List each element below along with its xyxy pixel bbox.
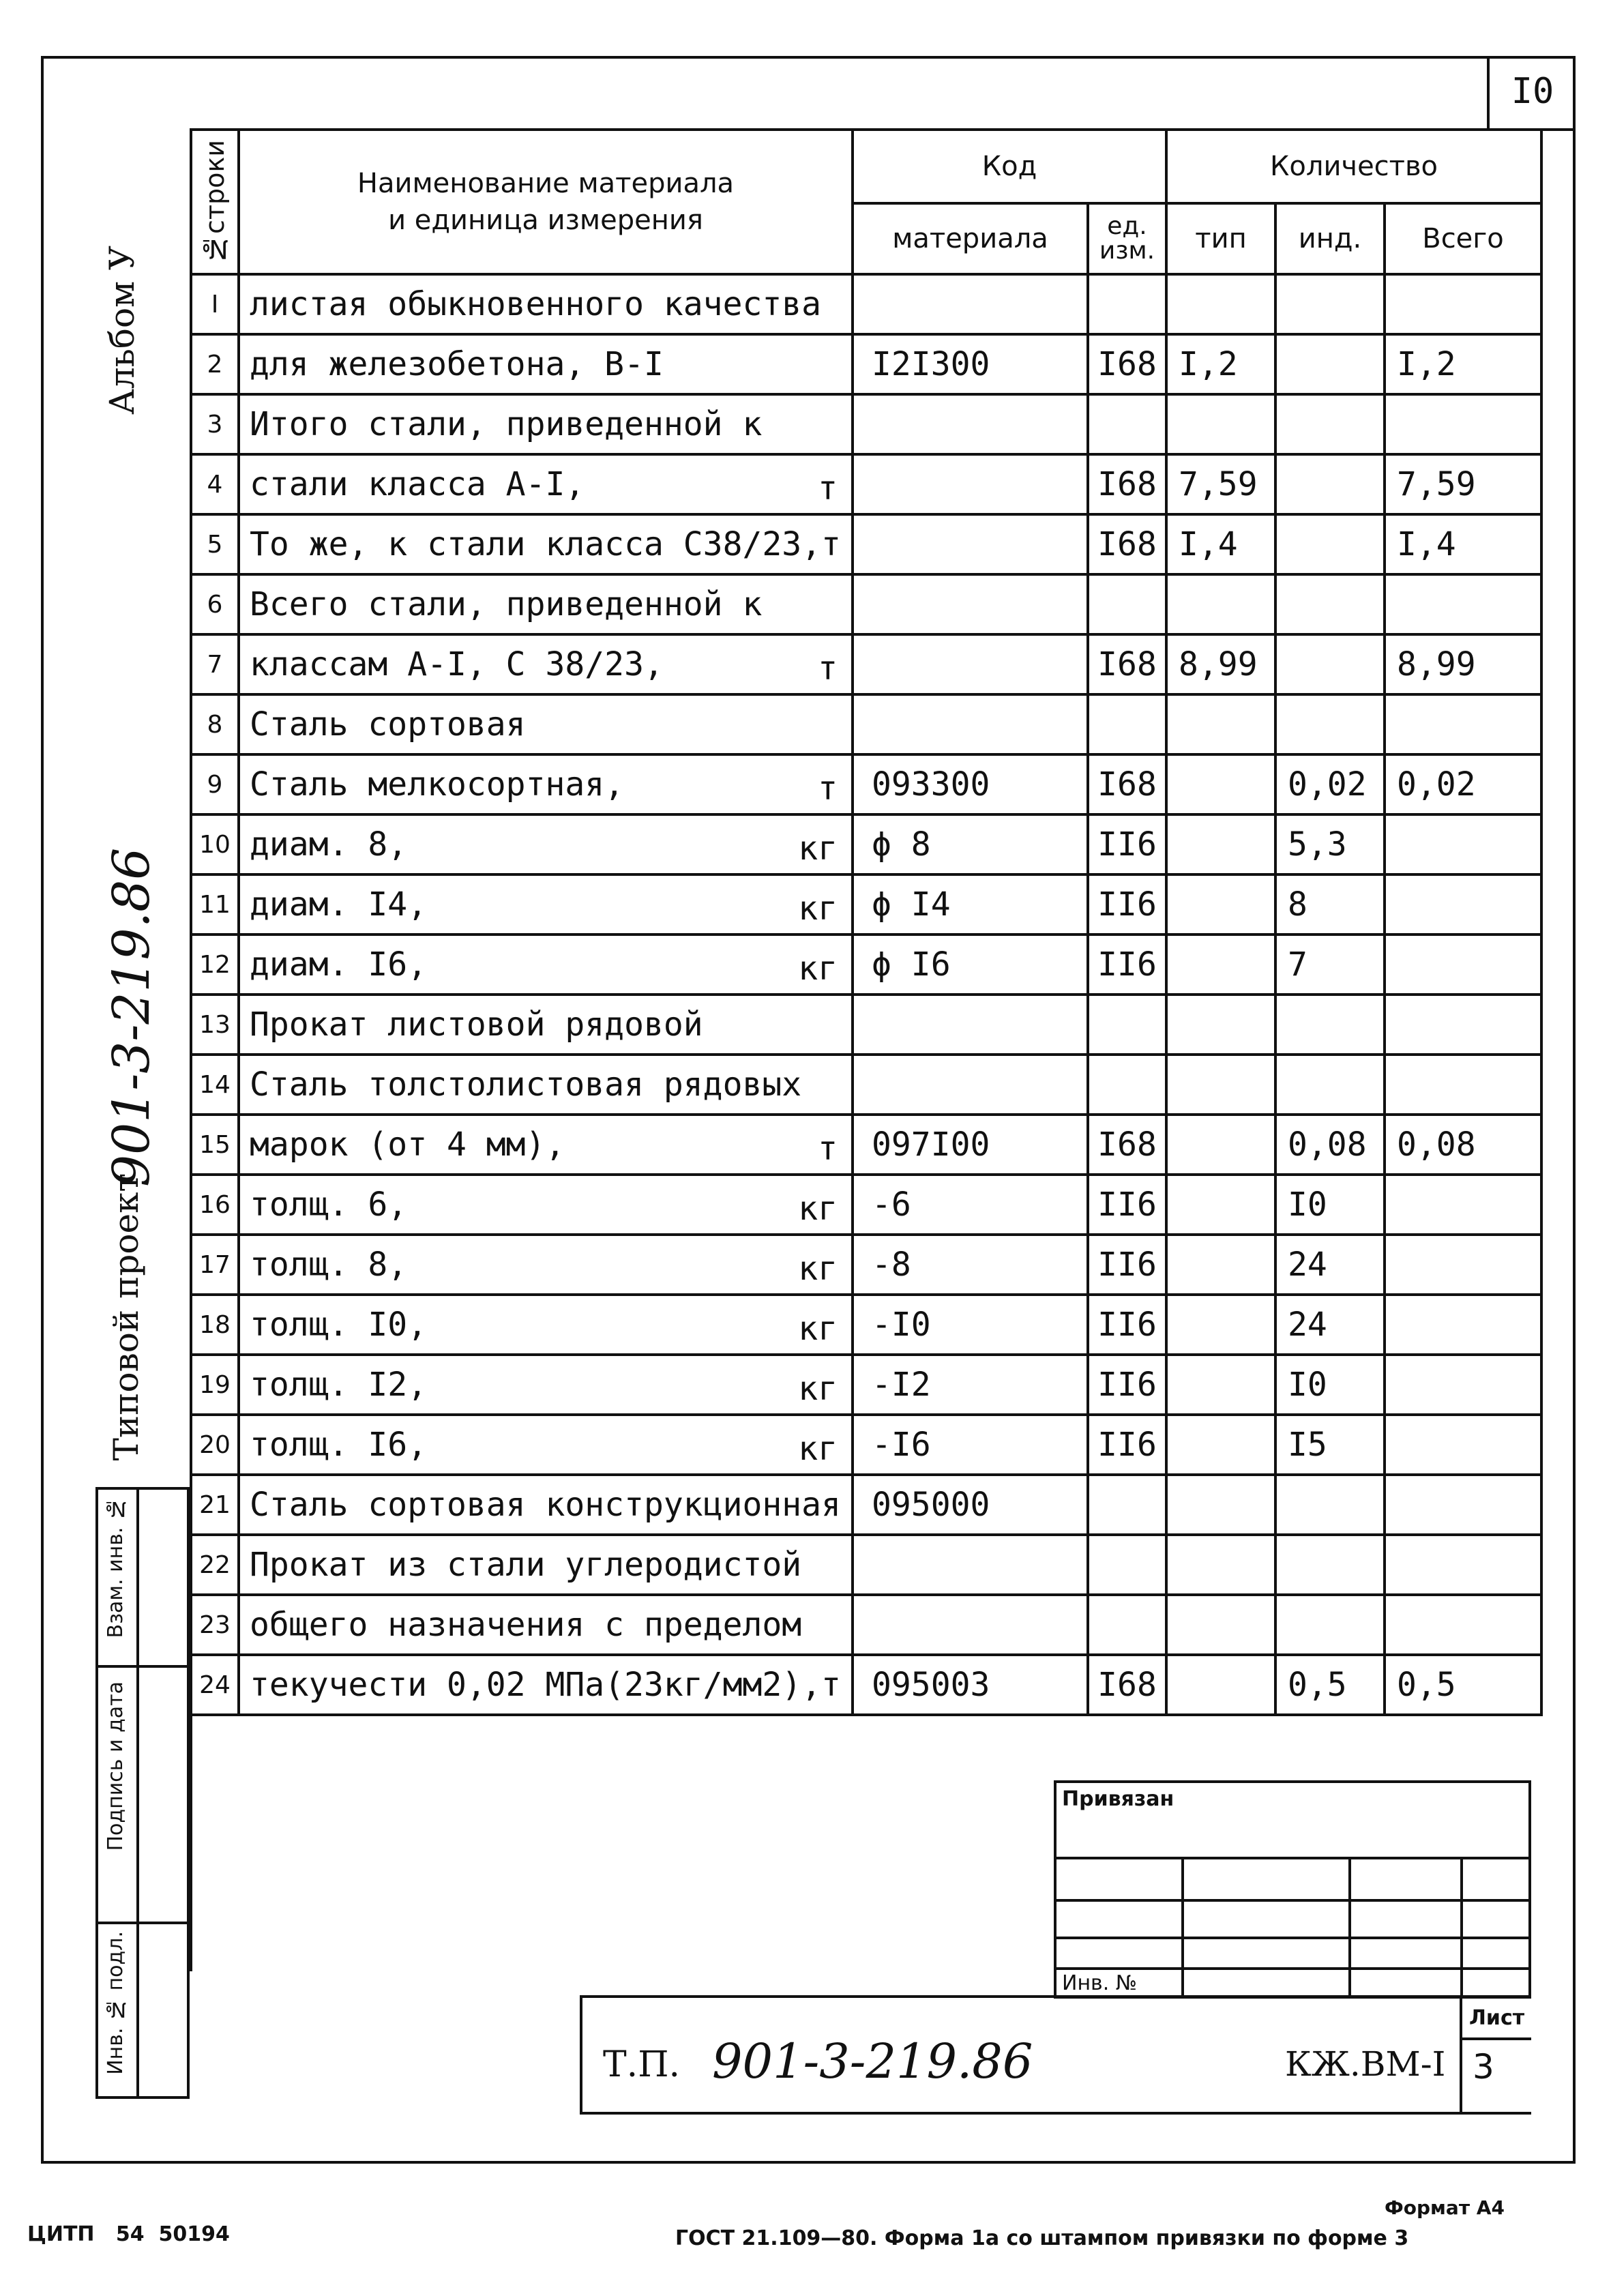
table-row xyxy=(191,934,1541,995)
material-code: 097I00 xyxy=(853,1115,1088,1175)
material-code: -6 xyxy=(853,1175,1088,1235)
table-row xyxy=(191,754,1541,814)
header-code-unit: ед. изм. xyxy=(1088,203,1166,274)
qty-ind xyxy=(1275,1595,1385,1655)
qty-total xyxy=(1385,1355,1541,1415)
material-name xyxy=(239,1355,853,1415)
document-code: КЖ.ВМ-I xyxy=(1285,2044,1446,2084)
unit-code xyxy=(1088,394,1166,454)
row-number: 21 xyxy=(191,1475,239,1535)
material-name-text: листая обыкновенного качества xyxy=(250,285,822,323)
qty-type xyxy=(1166,874,1275,934)
material-name xyxy=(239,574,853,634)
row-number: 2 xyxy=(191,334,239,394)
qty-total xyxy=(1385,1175,1541,1235)
material-unit: т xyxy=(818,769,838,808)
material-name-text: толщ. 6, xyxy=(250,1186,408,1224)
row-number: 3 xyxy=(191,394,239,454)
material-name xyxy=(239,754,853,814)
material-name xyxy=(239,814,853,874)
side-box-signature xyxy=(95,1665,190,1924)
material-name xyxy=(239,634,853,694)
binding-stamp-label: Привязан xyxy=(1062,1787,1174,1811)
material-name-text: толщ. I0, xyxy=(250,1306,428,1344)
qty-total xyxy=(1385,1295,1541,1355)
qty-total xyxy=(1385,1415,1541,1475)
material-code xyxy=(853,1595,1088,1655)
qty-ind: I5 xyxy=(1275,1415,1385,1475)
material-code: 093300 xyxy=(853,754,1088,814)
qty-type xyxy=(1166,1235,1275,1295)
unit-code: I68 xyxy=(1088,1115,1166,1175)
qty-type xyxy=(1166,694,1275,754)
material-name xyxy=(239,1535,853,1595)
qty-ind xyxy=(1275,334,1385,394)
table-row xyxy=(191,1535,1541,1595)
title-block xyxy=(580,1995,1531,2115)
header-row-no: №строки xyxy=(191,130,239,274)
qty-type xyxy=(1166,574,1275,634)
table-row xyxy=(191,874,1541,934)
table-row xyxy=(191,814,1541,874)
header-code: Код xyxy=(853,130,1166,203)
qty-ind xyxy=(1275,574,1385,634)
material-name-text: Итого стали, приведенной к xyxy=(250,405,763,443)
qty-total: 8,99 xyxy=(1385,634,1541,694)
material-name xyxy=(239,514,853,574)
material-code xyxy=(853,394,1088,454)
table-row xyxy=(191,1355,1541,1415)
material-code xyxy=(853,995,1088,1055)
row-number: 18 xyxy=(191,1295,239,1355)
material-unit: кг xyxy=(798,1190,838,1228)
table-row xyxy=(191,274,1541,334)
qty-type xyxy=(1166,1415,1275,1475)
qty-total xyxy=(1385,995,1541,1055)
row-number: 24 xyxy=(191,1655,239,1715)
vzam-inv-label: Взам. инв. № xyxy=(104,1497,128,1638)
material-name xyxy=(239,1295,853,1355)
material-code xyxy=(853,574,1088,634)
qty-ind: 5,3 xyxy=(1275,814,1385,874)
table-row xyxy=(191,1115,1541,1175)
material-unit: т xyxy=(818,1130,838,1168)
material-name xyxy=(239,1055,853,1115)
row-number: 16 xyxy=(191,1175,239,1235)
tp-prefix: Т.П. xyxy=(603,2044,681,2085)
unit-code xyxy=(1088,274,1166,334)
qty-ind: 0,5 xyxy=(1275,1655,1385,1715)
material-unit: т xyxy=(818,649,838,688)
material-unit: кг xyxy=(798,889,838,928)
table-row xyxy=(191,1415,1541,1475)
row-number: I xyxy=(191,274,239,334)
material-name-text: толщ. I2, xyxy=(250,1366,428,1404)
project-code-handwritten: 901-3-219.86 xyxy=(102,847,161,1187)
table-row xyxy=(191,574,1541,634)
qty-type xyxy=(1166,1175,1275,1235)
unit-code: I68 xyxy=(1088,1655,1166,1715)
qty-type xyxy=(1166,995,1275,1055)
qty-ind xyxy=(1275,1055,1385,1115)
qty-ind xyxy=(1275,394,1385,454)
material-code: -I2 xyxy=(853,1355,1088,1415)
material-code xyxy=(853,634,1088,694)
qty-type xyxy=(1166,1595,1275,1655)
header-qty-type: тип xyxy=(1166,203,1275,274)
inv-podl-label: Инв. № подл. xyxy=(104,1931,128,2075)
qty-type xyxy=(1166,934,1275,995)
material-code xyxy=(853,1055,1088,1115)
unit-code: II6 xyxy=(1088,934,1166,995)
material-name xyxy=(239,1655,853,1715)
qty-type xyxy=(1166,754,1275,814)
row-number: 4 xyxy=(191,454,239,514)
row-number: 6 xyxy=(191,574,239,634)
qty-total: 0,02 xyxy=(1385,754,1541,814)
unit-code xyxy=(1088,995,1166,1055)
material-name-text: марок (от 4 мм), xyxy=(250,1125,565,1164)
tp-code-handwritten: 901-3-219.86 xyxy=(712,2033,1033,2089)
unit-code: II6 xyxy=(1088,1415,1166,1475)
material-code xyxy=(853,454,1088,514)
material-name-text: Сталь мелкосортная, xyxy=(250,765,625,804)
table-row xyxy=(191,1595,1541,1655)
qty-type xyxy=(1166,1475,1275,1535)
material-code: ϕ 8 xyxy=(853,814,1088,874)
unit-code xyxy=(1088,694,1166,754)
table-row xyxy=(191,394,1541,454)
material-name xyxy=(239,874,853,934)
sheet-label: Лист xyxy=(1469,2006,1525,2030)
qty-total xyxy=(1385,694,1541,754)
table-row xyxy=(191,634,1541,694)
header-code-material: материала xyxy=(853,203,1088,274)
material-name-text: стали класса А-I, xyxy=(250,465,585,503)
material-name-text: Сталь толстолистовая рядовых xyxy=(250,1065,802,1104)
material-name-text: классам А-I, С 38/23, xyxy=(250,645,664,683)
qty-ind xyxy=(1275,514,1385,574)
qty-total xyxy=(1385,274,1541,334)
qty-ind: 24 xyxy=(1275,1295,1385,1355)
qty-type xyxy=(1166,814,1275,874)
material-code: -I6 xyxy=(853,1415,1088,1475)
table-row xyxy=(191,1055,1541,1115)
signature-date-label: Подпись и дата xyxy=(104,1681,128,1851)
footer-gost: ГОСТ 21.109—80. Форма 1а со штампом привязки по форме 3 xyxy=(675,2226,1409,2250)
material-name xyxy=(239,995,853,1055)
material-name xyxy=(239,1175,853,1235)
row-number: 11 xyxy=(191,874,239,934)
qty-total xyxy=(1385,394,1541,454)
table-row xyxy=(191,1235,1541,1295)
material-name-text: Прокат из стали углеродистой xyxy=(250,1546,802,1584)
qty-ind xyxy=(1275,1535,1385,1595)
table-row xyxy=(191,995,1541,1055)
lower-area-left-border xyxy=(190,1664,192,1971)
qty-ind: 7 xyxy=(1275,934,1385,995)
binding-stamp xyxy=(1054,1780,1531,1999)
row-number: 5 xyxy=(191,514,239,574)
material-name-text: диам. I4, xyxy=(250,885,428,924)
material-code: -I0 xyxy=(853,1295,1088,1355)
qty-ind: 0,08 xyxy=(1275,1115,1385,1175)
material-code: -8 xyxy=(853,1235,1088,1295)
material-code: 095003 xyxy=(853,1655,1088,1715)
material-unit: кг xyxy=(798,950,838,988)
unit-code: II6 xyxy=(1088,1175,1166,1235)
material-unit: кг xyxy=(798,829,838,868)
table-row xyxy=(191,334,1541,394)
row-number: 7 xyxy=(191,634,239,694)
qty-type xyxy=(1166,1115,1275,1175)
side-box-vzam xyxy=(95,1487,190,1668)
material-name-text: Сталь сортовая конструкционная xyxy=(250,1486,841,1524)
table-row xyxy=(191,1655,1541,1715)
binding-inv-label: Инв. № xyxy=(1062,1971,1138,1995)
unit-code: I68 xyxy=(1088,514,1166,574)
qty-total: I,2 xyxy=(1385,334,1541,394)
unit-code xyxy=(1088,1595,1166,1655)
material-name-text: для железобетона, В-I xyxy=(250,345,664,383)
qty-total xyxy=(1385,1235,1541,1295)
table-row xyxy=(191,1475,1541,1535)
row-number: 9 xyxy=(191,754,239,814)
material-name xyxy=(239,1595,853,1655)
qty-total xyxy=(1385,934,1541,995)
material-name xyxy=(239,1415,853,1475)
table-row xyxy=(191,1295,1541,1355)
unit-code xyxy=(1088,574,1166,634)
unit-code xyxy=(1088,1535,1166,1595)
qty-total xyxy=(1385,574,1541,634)
material-name xyxy=(239,1235,853,1295)
row-number: 15 xyxy=(191,1115,239,1175)
material-unit: кг xyxy=(798,1370,838,1408)
qty-ind: 8 xyxy=(1275,874,1385,934)
table-row xyxy=(191,1175,1541,1235)
header-qty-ind: инд. xyxy=(1275,203,1385,274)
qty-type xyxy=(1166,1355,1275,1415)
qty-type xyxy=(1166,1655,1275,1715)
material-name-text: То же, к стали класса С38/23,т xyxy=(250,525,841,563)
unit-code xyxy=(1088,1055,1166,1115)
side-box-inv xyxy=(95,1922,190,2099)
material-unit: кг xyxy=(798,1430,838,1468)
qty-ind: I0 xyxy=(1275,1175,1385,1235)
row-number: 14 xyxy=(191,1055,239,1115)
footer-left: ЦИТП 54 50194 xyxy=(27,2222,230,2246)
qty-ind: I0 xyxy=(1275,1355,1385,1415)
material-unit: кг xyxy=(798,1250,838,1288)
project-type-label: Типовой проект xyxy=(106,1173,146,1461)
material-name-text: общего назначения с пределом xyxy=(250,1606,802,1644)
row-number: 17 xyxy=(191,1235,239,1295)
header-quantity: Количество xyxy=(1166,130,1541,203)
qty-type: 8,99 xyxy=(1166,634,1275,694)
material-code: I2I300 xyxy=(853,334,1088,394)
unit-code: I68 xyxy=(1088,454,1166,514)
qty-type: I,2 xyxy=(1166,334,1275,394)
material-spec-table xyxy=(190,128,1543,1716)
material-name xyxy=(239,694,853,754)
material-code xyxy=(853,274,1088,334)
qty-total xyxy=(1385,874,1541,934)
material-unit: кг xyxy=(798,1310,838,1348)
qty-ind: 0,02 xyxy=(1275,754,1385,814)
row-number: 13 xyxy=(191,995,239,1055)
unit-code: I68 xyxy=(1088,634,1166,694)
qty-type xyxy=(1166,1295,1275,1355)
row-number: 20 xyxy=(191,1415,239,1475)
material-code: ϕ I6 xyxy=(853,934,1088,995)
material-name-text: диам. 8, xyxy=(250,825,408,864)
qty-ind xyxy=(1275,694,1385,754)
material-name xyxy=(239,274,853,334)
header-material-name: Наименование материала и единица измерения xyxy=(239,130,853,274)
material-name xyxy=(239,1475,853,1535)
sheet-number: I0 xyxy=(1487,56,1576,131)
qty-total xyxy=(1385,814,1541,874)
qty-type: I,4 xyxy=(1166,514,1275,574)
unit-code xyxy=(1088,1475,1166,1535)
qty-total xyxy=(1385,1535,1541,1595)
qty-total xyxy=(1385,1475,1541,1535)
material-name xyxy=(239,454,853,514)
material-name xyxy=(239,934,853,995)
material-name-text: Прокат листовой рядовой xyxy=(250,1005,703,1044)
qty-ind xyxy=(1275,274,1385,334)
qty-total: 0,5 xyxy=(1385,1655,1541,1715)
material-name xyxy=(239,394,853,454)
material-code xyxy=(853,514,1088,574)
qty-ind xyxy=(1275,1475,1385,1535)
qty-type xyxy=(1166,1055,1275,1115)
row-number: 12 xyxy=(191,934,239,995)
qty-total: I,4 xyxy=(1385,514,1541,574)
table-row xyxy=(191,454,1541,514)
table-row xyxy=(191,514,1541,574)
row-number: 10 xyxy=(191,814,239,874)
unit-code: I68 xyxy=(1088,754,1166,814)
unit-code: II6 xyxy=(1088,874,1166,934)
unit-code: II6 xyxy=(1088,1295,1166,1355)
material-name-text: Сталь сортовая xyxy=(250,705,526,744)
qty-total xyxy=(1385,1595,1541,1655)
qty-type xyxy=(1166,274,1275,334)
material-code xyxy=(853,694,1088,754)
material-name-text: толщ. I6, xyxy=(250,1426,428,1464)
material-code: ϕ I4 xyxy=(853,874,1088,934)
unit-code: I68 xyxy=(1088,334,1166,394)
qty-total: 0,08 xyxy=(1385,1115,1541,1175)
table-row xyxy=(191,694,1541,754)
row-number: 8 xyxy=(191,694,239,754)
material-code xyxy=(853,1535,1088,1595)
row-number: 22 xyxy=(191,1535,239,1595)
header-qty-total: Всего xyxy=(1385,203,1541,274)
qty-type xyxy=(1166,394,1275,454)
footer-format: Формат А4 xyxy=(1385,2196,1505,2219)
qty-total: 7,59 xyxy=(1385,454,1541,514)
row-number: 19 xyxy=(191,1355,239,1415)
material-name-text: Всего стали, приведенной к xyxy=(250,585,763,623)
qty-ind xyxy=(1275,454,1385,514)
material-name xyxy=(239,334,853,394)
unit-code: II6 xyxy=(1088,1235,1166,1295)
material-name-text: текучести 0,02 МПа(23кг/мм2),т xyxy=(250,1666,841,1704)
material-unit: т xyxy=(818,469,838,507)
unit-code: II6 xyxy=(1088,1355,1166,1415)
qty-type xyxy=(1166,1535,1275,1595)
material-name-text: толщ. 8, xyxy=(250,1246,408,1284)
qty-total xyxy=(1385,1055,1541,1115)
qty-ind xyxy=(1275,995,1385,1055)
material-code: 095000 xyxy=(853,1475,1088,1535)
album-label: Альбом У xyxy=(102,246,142,415)
qty-type: 7,59 xyxy=(1166,454,1275,514)
row-number: 23 xyxy=(191,1595,239,1655)
qty-ind xyxy=(1275,634,1385,694)
sheet-value: 3 xyxy=(1473,2047,1494,2087)
material-name-text: диам. I6, xyxy=(250,945,428,984)
material-name xyxy=(239,1115,853,1175)
qty-ind: 24 xyxy=(1275,1235,1385,1295)
unit-code: II6 xyxy=(1088,814,1166,874)
